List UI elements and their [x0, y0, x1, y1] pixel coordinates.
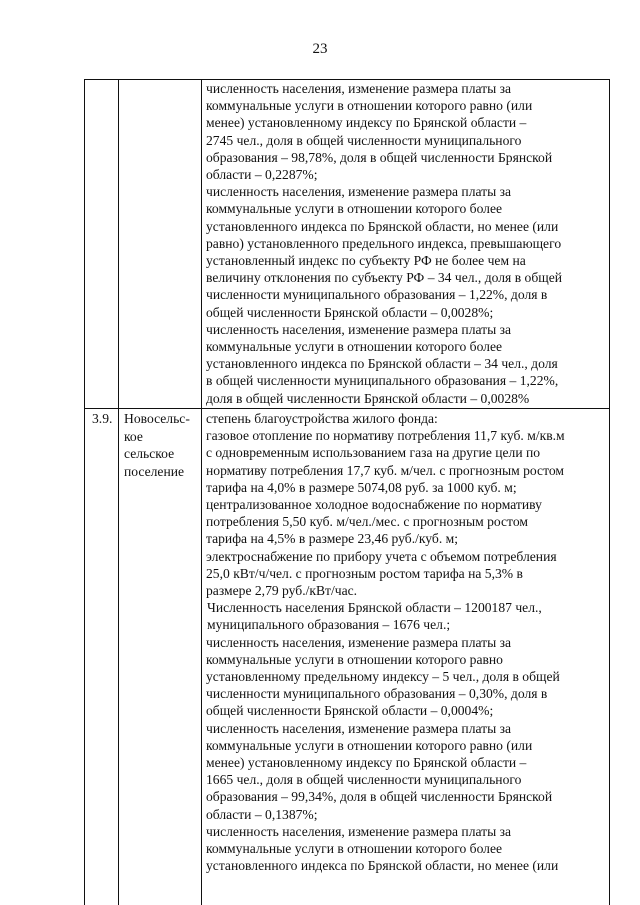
- text-line: численности муниципального образования – 1,22%, доля в: [206, 287, 548, 303]
- text-line: коммунальные услуги в отношении которого равно (или: [206, 737, 533, 753]
- text-line: газовое отопление по нормативу потребления 11,7 куб. м/кв.м: [206, 428, 565, 444]
- text-line: области – 0,1387%;: [206, 806, 318, 822]
- text-line: Численность населения Брянской области – 1200187 чел.,: [207, 600, 542, 616]
- text-line: коммунальные услуги в отношении которого более: [206, 841, 503, 857]
- text-line: общей численности Брянской области – 0,0028%;: [206, 304, 494, 320]
- text-line: численность населения, изменение размера платы за: [206, 720, 512, 736]
- column-divider-name: [201, 79, 202, 905]
- table-border-right: [609, 79, 610, 905]
- row-divider: [84, 408, 610, 409]
- text-line: в общей численности муниципального образования – 1,22%,: [206, 373, 559, 389]
- municipality-name: [124, 410, 208, 480]
- text-line: 25,0 кВт/ч/чел. с прогнозным ростом тарифа на 5,3% в: [206, 565, 523, 581]
- text-line: образования – 99,34%, доля в общей численности Брянской: [206, 789, 553, 805]
- text-line: коммунальные услуги в отношении которого более: [206, 201, 503, 217]
- text-line: менее) установленному индексу по Брянской области –: [206, 115, 527, 131]
- name-line: поселение: [124, 463, 185, 479]
- name-line: сельское: [124, 446, 175, 462]
- text-line: менее) установленному индексу по Брянской области –: [206, 755, 527, 771]
- text-line: доля в общей численности Брянской области – 0,0028%: [206, 390, 530, 406]
- page-number: 23: [312, 41, 328, 57]
- text-line: установленному предельному индексу – 5 чел., доля в общей: [206, 669, 560, 685]
- name-line: Новосельс-: [124, 411, 190, 426]
- text-line: равно) установленного предельного индекса, превышающего: [206, 235, 562, 251]
- text-line: образования – 98,78%, доля в общей численности Брянской: [206, 149, 553, 165]
- name-line: кое: [124, 428, 143, 444]
- text-line: тарифа на 4,5% в размере 23,46 руб./куб. м;: [206, 531, 458, 547]
- text-line: размере 2,79 руб./кВт/час.: [206, 583, 358, 599]
- text-line: численность населения, изменение размера платы за: [206, 321, 512, 337]
- text-line: тарифа на 4,0% в размере 5074,08 руб. за 1000 куб. м;: [206, 479, 517, 495]
- table-border-left: [84, 79, 85, 905]
- column-divider-number: [118, 79, 119, 905]
- text-line: централизованное холодное водоснабжение по нормативу: [206, 497, 542, 513]
- text-line: коммунальные услуги в отношении которого равно: [206, 651, 503, 667]
- text-line: коммунальные услуги в отношении которого более: [206, 339, 503, 355]
- text-line: численность населения, изменение размера платы за: [206, 81, 512, 96]
- text-line: численность населения, изменение размера платы за: [206, 823, 512, 839]
- row-continuation-description: [206, 80, 608, 407]
- text-line: установленный индекс по субъекту РФ не более чем на: [206, 253, 526, 269]
- text-line: коммунальные услуги в отношении которого равно (или: [206, 98, 533, 114]
- text-line: 1665 чел., доля в общей численности муниципального: [206, 772, 522, 788]
- text-line: потребления 5,50 куб. м/чел./мес. с прогнозным ростом: [206, 514, 528, 530]
- text-line: степень благоустройства жилого фонда:: [206, 411, 438, 426]
- document-table: [84, 79, 610, 905]
- row-number: 3.9.: [92, 411, 113, 426]
- text-line: численность населения, изменение размера платы за: [206, 184, 512, 200]
- text-line: муниципального образования – 1676 чел.;: [207, 617, 451, 633]
- text-line: нормативу потребления 17,7 куб. м/чел. с прогнозным ростом: [206, 462, 564, 478]
- text-line: 2745 чел., доля в общей численности муниципального: [206, 132, 522, 148]
- text-line: установленного индекса по Брянской области, но менее (или: [206, 858, 559, 874]
- text-line: величину отклонения по субъекту РФ – 34 чел., доля в общей: [206, 270, 563, 286]
- text-line: установленного индекса по Брянской области – 34 чел., доля: [206, 356, 558, 372]
- row-description: [206, 410, 608, 874]
- text-line: области – 0,2287%;: [206, 167, 318, 183]
- text-line: установленного индекса по Брянской области, но менее (или: [206, 218, 559, 234]
- text-line: электроснабжение по прибору учета с объемом потребления: [206, 548, 557, 564]
- text-line: численности муниципального образования – 0,30%, доля в: [206, 686, 548, 702]
- text-line: численность населения, изменение размера платы за: [206, 634, 512, 650]
- text-line: с одновременным использованием газа на другие цели по: [206, 445, 541, 461]
- text-line: общей численности Брянской области – 0,0004%;: [206, 703, 494, 719]
